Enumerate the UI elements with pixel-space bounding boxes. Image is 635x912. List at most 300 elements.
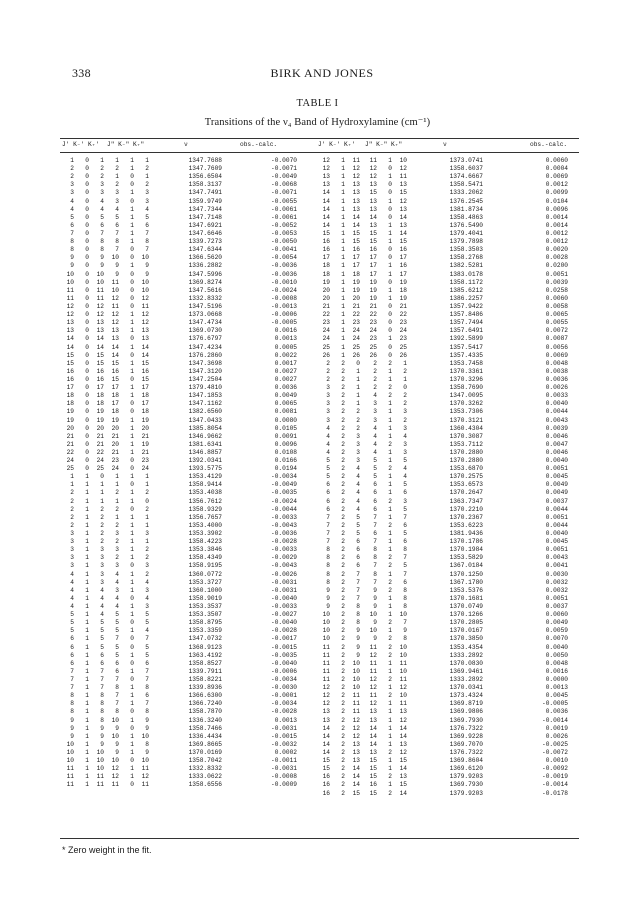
- left-cell-kplus-upper: 12: [96, 302, 104, 310]
- right-cell-obs-calc: -0.0072: [542, 748, 568, 756]
- right-cell-j-lower: 15: [369, 189, 377, 197]
- left-cell-kplus-lower: 9: [145, 748, 149, 756]
- right-cell-obs-calc: 0.0049: [545, 489, 568, 497]
- left-cell-kplus-upper: 1: [100, 481, 104, 489]
- left-cell-kplus-upper: 22: [96, 448, 104, 456]
- left-cell-obs-calc: -0.0070: [271, 157, 297, 164]
- left-cell-kminus-upper: 1: [85, 643, 89, 651]
- left-cell-j-lower: 9: [115, 724, 119, 732]
- left-cell-j-upper: 22: [66, 448, 74, 456]
- right-cell-kplus-upper: 2: [356, 424, 360, 432]
- right-cell-nu: 1357.4335: [449, 351, 483, 359]
- right-cell-kminus-lower: 1: [388, 375, 392, 383]
- right-cell-kminus-lower: 1: [388, 262, 392, 270]
- left-cell-obs-calc: 0.0096: [274, 440, 297, 448]
- left-cell-kminus-upper: 0: [85, 400, 89, 408]
- left-cell-kminus-upper: 1: [85, 578, 89, 586]
- right-cell-j-upper: 9: [326, 594, 330, 602]
- right-cell-kminus-upper: 2: [341, 400, 345, 408]
- right-table-row: [318, 562, 578, 570]
- left-cell-j-lower: 12: [111, 294, 119, 302]
- right-cell-j-upper: 24: [322, 335, 330, 343]
- right-cell-kminus-lower: 2: [388, 521, 392, 529]
- left-cell-kplus-lower: 14: [141, 351, 149, 359]
- left-cell-obs-calc: -0.0008: [271, 773, 297, 781]
- left-cell-obs-calc: -0.0050: [271, 238, 297, 246]
- right-cell-kminus-lower: 1: [388, 594, 392, 602]
- right-table-row: [318, 271, 578, 279]
- right-cell-obs-calc: -0.0092: [542, 765, 568, 773]
- right-cell-kminus-upper: 2: [341, 603, 345, 611]
- left-cell-kplus-lower: 12: [141, 294, 149, 302]
- left-cell-nu: 1353.3507: [188, 611, 222, 619]
- left-cell-kminus-upper: 1: [85, 473, 89, 481]
- right-cell-kminus-lower: 1: [388, 546, 392, 554]
- left-cell-kminus-lower: 0: [130, 635, 134, 643]
- left-cell-kminus-lower: 1: [130, 473, 134, 481]
- left-cell-kminus-upper: 1: [85, 748, 89, 756]
- left-cell-j-upper: 10: [66, 740, 74, 748]
- right-cell-nu: 1358.3503: [449, 246, 483, 254]
- right-cell-kminus-upper: 2: [341, 359, 345, 367]
- left-table-row: [62, 489, 318, 497]
- left-table-row: [62, 392, 318, 400]
- left-cell-j-upper: 3: [70, 189, 74, 197]
- left-cell-obs-calc: -0.0036: [271, 262, 297, 270]
- left-cell-kplus-lower: 1: [145, 157, 149, 164]
- right-cell-kplus-upper: 11: [352, 700, 360, 708]
- left-cell-kminus-lower: 1: [130, 432, 134, 440]
- left-table-row: [62, 514, 318, 522]
- left-cell-j-upper: 13: [66, 327, 74, 335]
- right-cell-j-lower: 21: [369, 302, 377, 310]
- right-cell-kminus-upper: 1: [341, 278, 345, 286]
- right-cell-kminus-upper: 2: [341, 667, 345, 675]
- right-cell-obs-calc: 0.0046: [545, 432, 568, 440]
- left-cell-kplus-lower: 2: [145, 554, 149, 562]
- right-cell-kminus-upper: 2: [341, 538, 345, 546]
- right-table-row: [318, 489, 578, 497]
- right-cell-kplus-lower: 10: [399, 692, 407, 700]
- left-cell-kplus-upper: 12: [96, 311, 104, 319]
- left-cell-nu: 1353.3727: [188, 578, 222, 586]
- right-cell-kminus-upper: 1: [341, 294, 345, 302]
- right-cell-nu: 1357.8486: [449, 311, 483, 319]
- right-cell-kplus-lower: 11: [399, 676, 407, 683]
- left-cell-kminus-lower: 1: [130, 229, 134, 237]
- right-table-row: [318, 635, 578, 643]
- left-cell-kminus-upper: 1: [85, 716, 89, 724]
- left-table-row: [62, 692, 318, 700]
- left-cell-kplus-lower: 1: [145, 473, 149, 481]
- left-cell-kplus-lower: 5: [145, 213, 149, 221]
- right-cell-obs-calc: 0.0020: [545, 246, 568, 254]
- left-cell-j-upper: 11: [66, 781, 74, 789]
- right-cell-kplus-upper: 13: [352, 189, 360, 197]
- left-cell-obs-calc: 0.0080: [274, 416, 297, 424]
- left-cell-nu: 1347.3698: [188, 359, 222, 367]
- left-cell-kminus-upper: 1: [85, 562, 89, 570]
- left-cell-kplus-upper: 16: [96, 375, 104, 383]
- left-cell-nu: 1373.0668: [188, 311, 222, 319]
- left-cell-kminus-lower: 0: [130, 278, 134, 286]
- left-cell-kplus-lower: 8: [145, 684, 149, 692]
- right-cell-kminus-lower: 1: [388, 270, 392, 278]
- right-cell-kminus-lower: 0: [388, 205, 392, 213]
- right-cell-kplus-lower: 23: [399, 319, 407, 327]
- right-cell-j-upper: 9: [326, 586, 330, 594]
- left-cell-kminus-upper: 1: [85, 667, 89, 675]
- left-cell-obs-calc: 0.0081: [274, 408, 297, 416]
- right-cell-obs-calc: 0.0045: [545, 473, 568, 481]
- right-cell-kplus-lower: 5: [403, 562, 407, 570]
- right-cell-kminus-upper: 2: [341, 481, 345, 489]
- left-cell-kminus-lower: 1: [130, 692, 134, 700]
- right-cell-obs-calc: 0.0000: [545, 676, 568, 683]
- right-cell-kminus-lower: 2: [388, 497, 392, 505]
- right-cell-obs-calc: 0.0049: [545, 481, 568, 489]
- right-cell-obs-calc: 0.0051: [545, 270, 568, 278]
- right-cell-kplus-lower: 15: [399, 757, 407, 765]
- right-cell-j-lower: 15: [369, 229, 377, 237]
- right-cell-obs-calc: 0.0044: [545, 521, 568, 529]
- left-cell-j-lower: 11: [111, 278, 119, 286]
- right-cell-j-upper: 2: [326, 359, 330, 367]
- right-cell-kminus-lower: 1: [388, 448, 392, 456]
- right-cell-obs-calc: 0.0049: [545, 619, 568, 627]
- right-cell-kminus-lower: 1: [388, 367, 392, 375]
- right-cell-j-lower: 10: [369, 627, 377, 635]
- left-cell-nu: 1356.7612: [188, 497, 222, 505]
- right-cell-j-upper: 13: [322, 708, 330, 716]
- right-cell-j-lower: 26: [369, 351, 377, 359]
- right-cell-kminus-lower: 1: [388, 659, 392, 667]
- right-cell-j-lower: 14: [369, 724, 377, 732]
- left-cell-kplus-lower: 10: [141, 286, 149, 294]
- left-cell-nu: 1346.9662: [188, 432, 222, 440]
- right-table-row: [318, 473, 578, 481]
- left-cell-kplus-upper: 5: [100, 619, 104, 627]
- right-cell-j-lower: 2: [373, 359, 377, 367]
- right-table-row: [318, 530, 578, 538]
- right-cell-obs-calc: 0.0047: [545, 440, 568, 448]
- right-cell-j-upper: 17: [322, 254, 330, 262]
- left-cell-j-lower: 8: [115, 684, 119, 692]
- left-cell-kminus-upper: 0: [85, 213, 89, 221]
- right-table-row: [318, 392, 578, 400]
- right-cell-kminus-lower: 1: [388, 757, 392, 765]
- running-head: BIRK AND JONES: [270, 66, 374, 80]
- right-cell-kplus-lower: 11: [399, 700, 407, 708]
- left-cell-j-lower: 18: [111, 392, 119, 400]
- left-table-row: [62, 506, 318, 514]
- left-cell-nu: 1358.7042: [188, 757, 222, 765]
- left-cell-kminus-lower: 1: [130, 497, 134, 505]
- right-cell-kminus-upper: 2: [341, 554, 345, 562]
- left-cell-j-lower: 14: [111, 343, 119, 351]
- left-cell-obs-calc: -0.0031: [271, 586, 297, 594]
- right-cell-j-upper: 10: [322, 635, 330, 643]
- right-cell-j-lower: 7: [373, 513, 377, 521]
- right-cell-kminus-lower: 0: [388, 302, 392, 310]
- right-cell-j-upper: 14: [322, 213, 330, 221]
- left-cell-kplus-lower: 12: [141, 773, 149, 781]
- left-cell-j-upper: 8: [70, 692, 74, 700]
- right-cell-obs-calc: 0.0045: [545, 692, 568, 700]
- right-cell-j-upper: 7: [326, 538, 330, 546]
- right-cell-kplus-lower: 13: [399, 740, 407, 748]
- left-cell-j-lower: 3: [115, 530, 119, 538]
- left-cell-kminus-upper: 1: [85, 757, 89, 765]
- left-table-row: [62, 303, 318, 311]
- right-cell-nu: 1376.5490: [449, 221, 483, 229]
- left-cell-obs-calc: 0.0166: [274, 457, 297, 465]
- right-cell-kminus-lower: 1: [388, 335, 392, 343]
- right-cell-j-upper: 23: [322, 319, 330, 327]
- left-table-row: [62, 465, 318, 473]
- right-cell-kminus-lower: 2: [388, 643, 392, 651]
- left-cell-obs-calc: -0.0071: [271, 165, 297, 173]
- left-cell-j-upper: 14: [66, 343, 74, 351]
- right-cell-nu: 1370.3262: [449, 400, 483, 408]
- left-cell-obs-calc: 0.0016: [274, 327, 297, 335]
- right-cell-kminus-upper: 1: [341, 335, 345, 343]
- right-cell-j-lower: 9: [373, 594, 377, 602]
- right-cell-nu: 1370.0341: [449, 684, 483, 692]
- right-cell-j-lower: 15: [369, 765, 377, 773]
- left-cell-kminus-upper: 0: [85, 408, 89, 416]
- right-cell-j-upper: 12: [322, 700, 330, 708]
- right-table-row: [318, 773, 578, 781]
- left-cell-kplus-upper: 1: [100, 497, 104, 505]
- left-cell-kminus-lower: 0: [130, 457, 134, 465]
- left-cell-j-lower: 7: [115, 676, 119, 683]
- left-cell-j-lower: 12: [111, 765, 119, 773]
- right-cell-kplus-lower: 21: [399, 302, 407, 310]
- right-cell-kplus-lower: 7: [403, 619, 407, 627]
- left-cell-kplus-lower: 9: [145, 270, 149, 278]
- left-table-row: [62, 246, 318, 254]
- right-cell-obs-calc: 0.0014: [545, 213, 568, 221]
- left-cell-kplus-upper: 19: [96, 416, 104, 424]
- right-cell-nu: 1370.1266: [449, 611, 483, 619]
- left-cell-nu: 1376.2860: [188, 351, 222, 359]
- left-cell-j-lower: 16: [111, 367, 119, 375]
- left-cell-j-upper: 10: [66, 757, 74, 765]
- left-cell-j-upper: 11: [66, 294, 74, 302]
- right-cell-obs-calc: 0.0050: [545, 651, 568, 659]
- right-cell-nu: 1374.6667: [449, 173, 483, 181]
- right-table-row: [318, 717, 578, 725]
- right-cell-j-upper: 6: [326, 481, 330, 489]
- right-table-row: [318, 173, 578, 181]
- right-header-upper: J' K₋' K₊': [318, 141, 356, 148]
- right-cell-obs-calc: 0.0096: [545, 205, 568, 213]
- right-cell-j-upper: 11: [322, 676, 330, 683]
- right-cell-nu: 1370.2575: [449, 473, 483, 481]
- left-cell-kplus-upper: 5: [100, 643, 104, 651]
- right-cell-kminus-upper: 2: [341, 489, 345, 497]
- right-cell-obs-calc: 0.0036: [545, 708, 568, 716]
- left-cell-obs-calc: -0.0055: [271, 197, 297, 205]
- right-cell-nu: 1369.9461: [449, 667, 483, 675]
- left-cell-j-upper: 19: [66, 416, 74, 424]
- left-table-row: [62, 595, 318, 603]
- left-cell-j-lower: 1: [115, 497, 119, 505]
- left-cell-kplus-upper: 9: [100, 262, 104, 270]
- right-cell-j-upper: 14: [322, 748, 330, 756]
- right-table-row: [318, 254, 578, 262]
- left-cell-kminus-upper: 1: [85, 692, 89, 700]
- right-cell-kminus-upper: 2: [341, 757, 345, 765]
- right-cell-kplus-lower: 12: [399, 716, 407, 724]
- right-cell-nu: 1353.5376: [449, 586, 483, 594]
- left-header-upper: J' K₋' K₊': [62, 141, 100, 148]
- right-cell-j-upper: 11: [322, 651, 330, 659]
- right-cell-kminus-lower: 1: [388, 611, 392, 619]
- right-cell-kminus-upper: 2: [341, 530, 345, 538]
- right-cell-kplus-lower: 14: [399, 229, 407, 237]
- right-cell-j-lower: 13: [369, 181, 377, 189]
- left-cell-j-upper: 17: [66, 384, 74, 392]
- right-cell-kplus-lower: 5: [403, 505, 407, 513]
- left-cell-kplus-lower: 9: [145, 716, 149, 724]
- right-cell-obs-calc: 0.0069: [545, 351, 568, 359]
- right-cell-kplus-lower: 8: [403, 635, 407, 643]
- right-cell-nu: 1370.2805: [449, 619, 483, 627]
- right-table-row: [318, 230, 578, 238]
- right-cell-kminus-lower: 1: [388, 473, 392, 481]
- right-cell-kplus-lower: 15: [399, 238, 407, 246]
- left-cell-kminus-upper: 1: [85, 781, 89, 789]
- left-cell-kminus-upper: 1: [85, 708, 89, 716]
- right-cell-nu: 1370.1250: [449, 570, 483, 578]
- left-cell-obs-calc: 0.0105: [274, 424, 297, 432]
- left-cell-kplus-lower: 18: [141, 392, 149, 400]
- left-cell-kplus-upper: 3: [100, 546, 104, 554]
- right-cell-kminus-lower: 1: [388, 781, 392, 789]
- right-cell-j-lower: 7: [373, 521, 377, 529]
- right-cell-kminus-lower: 0: [388, 351, 392, 359]
- left-cell-nu: 1347.4234: [188, 343, 222, 351]
- right-cell-nu: 1382.5281: [449, 262, 483, 270]
- right-cell-kminus-lower: 2: [388, 465, 392, 473]
- right-table-row: [318, 449, 578, 457]
- left-cell-j-lower: 12: [111, 311, 119, 319]
- right-cell-kplus-lower: 6: [403, 489, 407, 497]
- left-cell-j-upper: 7: [70, 229, 74, 237]
- left-cell-j-lower: 7: [115, 692, 119, 700]
- right-cell-kplus-upper: 24: [352, 335, 360, 343]
- right-cell-kminus-upper: 1: [341, 351, 345, 359]
- right-cell-nu: 1353.5829: [449, 554, 483, 562]
- left-cell-j-upper: 15: [66, 351, 74, 359]
- right-cell-obs-calc: 0.0069: [545, 173, 568, 181]
- right-cell-kplus-lower: 4: [403, 473, 407, 481]
- right-cell-kplus-upper: 9: [356, 635, 360, 643]
- right-cell-obs-calc: 0.0055: [545, 319, 568, 327]
- right-cell-j-lower: 19: [369, 286, 377, 294]
- left-cell-j-upper: 11: [66, 773, 74, 781]
- right-cell-nu: 1370.0749: [449, 603, 483, 611]
- left-table-row: [62, 254, 318, 262]
- right-cell-kplus-upper: 3: [356, 440, 360, 448]
- right-cell-obs-calc: 0.0039: [545, 424, 568, 432]
- left-cell-obs-calc: -0.0011: [271, 757, 297, 765]
- left-cell-kplus-lower: 17: [141, 400, 149, 408]
- left-cell-kplus-upper: 7: [100, 684, 104, 692]
- left-cell-kminus-upper: 0: [85, 424, 89, 432]
- left-cell-kminus-lower: 0: [130, 400, 134, 408]
- right-cell-obs-calc: 0.0004: [545, 165, 568, 173]
- left-cell-kplus-lower: 11: [141, 765, 149, 773]
- right-cell-kplus-upper: 19: [352, 286, 360, 294]
- right-cell-j-lower: 2: [373, 384, 377, 392]
- right-cell-kplus-upper: 12: [352, 173, 360, 181]
- right-cell-kplus-lower: 10: [399, 651, 407, 659]
- right-table-row: [318, 214, 578, 222]
- left-cell-obs-calc: 0.0194: [274, 465, 297, 473]
- left-cell-obs-calc: -0.0040: [271, 594, 297, 602]
- right-cell-nu: 1383.0178: [449, 270, 483, 278]
- right-cell-kminus-upper: 2: [341, 505, 345, 513]
- left-table-row: [62, 684, 318, 692]
- right-cell-kplus-upper: 23: [352, 319, 360, 327]
- left-cell-nu: 1336.3240: [188, 716, 222, 724]
- left-cell-nu: 1360.0772: [188, 570, 222, 578]
- right-cell-obs-calc: 0.0048: [545, 359, 568, 367]
- right-table-row: [318, 189, 578, 197]
- left-cell-j-upper: 21: [66, 440, 74, 448]
- right-cell-j-lower: 9: [373, 619, 377, 627]
- left-cell-kplus-lower: 4: [145, 627, 149, 635]
- left-cell-kplus-upper: 10: [96, 278, 104, 286]
- right-cell-kminus-upper: 2: [341, 416, 345, 424]
- left-cell-j-upper: 9: [70, 724, 74, 732]
- right-table-row: [318, 741, 578, 749]
- left-cell-kminus-lower: 1: [130, 765, 134, 773]
- right-cell-j-lower: 13: [369, 716, 377, 724]
- left-table-row: [62, 279, 318, 287]
- right-cell-kplus-upper: 19: [352, 278, 360, 286]
- left-cell-kminus-lower: 0: [130, 173, 134, 181]
- right-cell-kplus-upper: 14: [352, 213, 360, 221]
- left-table-row: [62, 449, 318, 457]
- right-cell-kplus-lower: 12: [399, 748, 407, 756]
- left-cell-kplus-upper: 10: [96, 757, 104, 765]
- left-table-row: [62, 376, 318, 384]
- right-cell-kplus-lower: 2: [403, 392, 407, 400]
- left-cell-kplus-upper: 21: [96, 432, 104, 440]
- left-cell-kplus-upper: 18: [96, 400, 104, 408]
- right-cell-nu: 1367.0184: [449, 562, 483, 570]
- left-cell-kplus-upper: 10: [96, 748, 104, 756]
- left-cell-kminus-upper: 0: [85, 278, 89, 286]
- left-table-row: [62, 554, 318, 562]
- left-cell-kminus-upper: 0: [85, 384, 89, 392]
- left-cell-kminus-lower: 1: [130, 213, 134, 221]
- right-cell-kplus-lower: 10: [399, 667, 407, 675]
- right-cell-kplus-upper: 0: [356, 359, 360, 367]
- left-cell-kminus-upper: 0: [85, 302, 89, 310]
- right-cell-nu: 1369.7070: [449, 740, 483, 748]
- left-cell-kplus-lower: 23: [141, 457, 149, 465]
- table-rule-bottom: [60, 838, 579, 839]
- left-cell-kplus-upper: 4: [100, 197, 104, 205]
- left-cell-kplus-lower: 1: [145, 513, 149, 521]
- left-cell-obs-calc: -0.0015: [271, 643, 297, 651]
- left-cell-j-upper: 2: [70, 513, 74, 521]
